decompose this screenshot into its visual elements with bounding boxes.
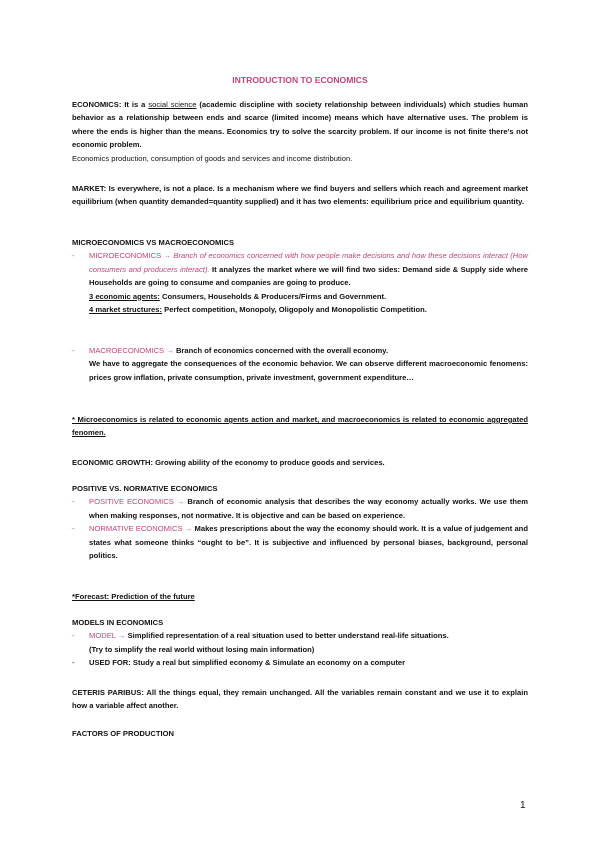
market-definition: MARKET: Is everywhere, is not a place. Is a mechanism where we find buyers and sellers which reach and agreement market equilibrium (when quantity demanded=quantity supplied) and it has two elements: equilibrium price and equilibrium quantity. [72,184,528,207]
micro-macro-note: * Microeconomics is related to economic agents action and market, and macroeconomics is related to economic aggregated fenomen. [72,415,528,438]
used-for-item: - USED FOR: Study a real but simplified economy & Simulate an economy on a computer [72,658,406,668]
positive-normative-heading: POSITIVE VS. NORMATIVE ECONOMICS [72,484,218,493]
economic-growth: ECONOMIC GROWTH: Growing ability of the economy to produce goods and services. [72,458,385,467]
economics-line2: Economics production, consumption of goods and services and income distribution. [72,153,353,163]
arrow-icon: → [176,497,185,507]
economics-definition [72,98,528,165]
page-title: INTRODUCTION TO ECONOMICS [232,75,368,85]
microeconomics-item [72,249,528,316]
economics-label: ECONOMICS: [72,100,122,109]
normative-economics-item: - NORMATIVE ECONOMICS → Makes prescriptions about the way the economy should work. It is a value of judgement and states what someone thinks “ought to be”. It is subjective and influenced by personal biases, background, personal politics. [72,524,528,561]
macroeconomics-text: Branch of economics concerned with the overall economy. [175,346,389,355]
arrow-icon: → [163,251,172,261]
factors-heading: FACTORS OF PRODUCTION [72,729,174,738]
macro-section [72,344,528,384]
microeconomics-label: MICROECONOMICS [89,251,162,261]
list-dash: - [72,346,75,355]
macroeconomics-label: MACROECONOMICS [89,346,165,355]
microeconomics-definition: Branch of economics concerned with how people make decisions and how these decisions interact (How consumers and producers interact). [89,251,528,274]
micro-macro-heading: MICROECONOMICS VS MACROECONOMICS [72,238,235,247]
normative-economics-label: NORMATIVE ECONOMICS [89,524,183,534]
economics-pre: It is a [124,100,146,109]
page-number: 1 [520,800,526,811]
positive-economics-text: Branch of economic analysis that describes the way economy actually works. We use them when making responses, not normative. It is objective and can be based on experience. [89,497,528,520]
used-for-text: USED FOR: Study a real but simplified economy & Simulate an economy on a computer [89,658,406,668]
arrow-icon: → [117,631,126,641]
microeconomics-text: It analyzes the market where we will find two sides: Demand side & Supply side where Households are going to consume and companies are going to produce. [89,264,528,288]
economic-agents: 3 economic agents: Consumers, Households & Producers/Firms and Government. [89,291,387,301]
micro-macro-section [72,236,528,316]
economics-text: (academic discipline with society relationship between individuals) which studies human behavior as a relationship between ends and scarce (limited income) means which have alternative uses. The problem is where the ends is higher than the means. Economics try to solve the scarcity problem. If our income is not finite there’s not economic problem. [72,100,528,150]
ceteris-paribus: CETERIS PARIBUS: All the things equal, they remain unchanged. All the variables remain constant and we use it to explain how a variable affect another. [72,688,528,711]
normative-economics-text: Makes prescriptions about the way the economy should work. It is a value of judgement and states what someone thinks “ought to be”. It is subjective and influenced by personal biases, background, personal politics. [89,524,528,561]
model-item: - MODEL → Simplified representation of a real situation used to better understand real-life situations. (Try to simplify the real world without losing main information) [72,629,528,656]
list-dash: - [72,251,75,261]
positive-economics-label: POSITIVE ECONOMICS [89,497,174,507]
models-section [72,616,528,670]
arrow-icon: → [166,346,174,355]
positive-economics-item: - POSITIVE ECONOMICS → Branch of economic analysis that describes the way economy actually works. We use them when making responses, not normative. It is objective and can be based on experience. [72,497,528,520]
positive-normative-section [72,482,528,562]
macroeconomics-text2: We have to aggregate the consequences of the economic behavior. We can observe different macroeconomic fenomens: prices grow inflation, private consumption, private investment, government expenditure… [89,359,528,382]
arrow-icon: → [184,524,193,534]
model-label: MODEL [89,631,116,641]
forecast-note: *Forecast: Prediction of the future [72,592,195,601]
market-structures: 4 market structures: Perfect competition, Monopoly, Oligopoly and Monopolistic Competition. [89,305,427,315]
macroeconomics-item [72,344,528,384]
model-text: Simplified representation of a real situation used to better understand real-life situations. [127,631,449,641]
model-text2: (Try to simplify the real world without losing main information) [89,644,315,654]
social-science-link: social science [148,100,197,109]
models-heading: MODELS IN ECONOMICS [72,618,164,627]
